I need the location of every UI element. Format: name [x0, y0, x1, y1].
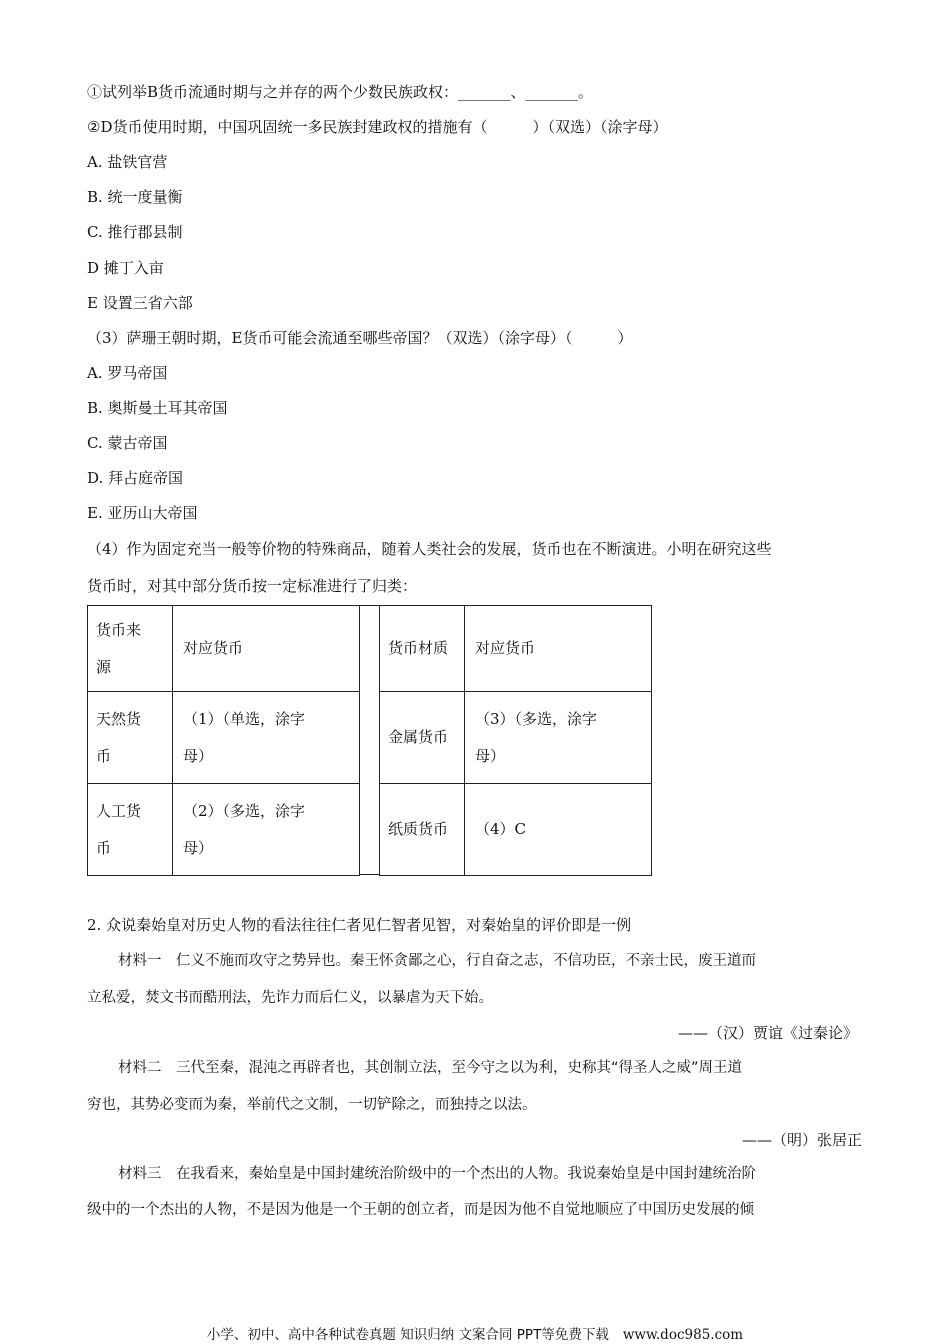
material-line: 材料二 三代至秦，混沌之再辟者也，其创制立法，至今守之以为利，史称其“得圣人之威”周王道: [118, 1060, 743, 1076]
page-footer: [0, 1323, 950, 1343]
option-line: E 设置三省六部: [87, 294, 193, 312]
question-line: ②D货币使用时期，中国巩固统一多民族封建政权的措施有（ ）（双选）（涂字母）: [87, 118, 668, 136]
currency-material-table: [379, 605, 652, 876]
table-header-cell: 对应货币: [173, 606, 360, 692]
table-cell: 人工货 币: [88, 784, 173, 876]
material-line: 材料三 在我看来，秦始皇是中国封建统治阶级中的一个杰出的人物。我说秦始皇是中国封建统治阶: [118, 1166, 756, 1182]
material-line: 立私爱，焚文书而酷刑法，先诈力而后仁义，以暴虐为天下始。: [87, 990, 493, 1006]
table-cell: 天然货 币: [88, 692, 173, 784]
material-line: 级中的一个杰出的人物，不是因为他是一个王朝的创立者，而是因为他不自觉地顺应了中国历史发展的倾: [87, 1202, 754, 1218]
table-gap: [359, 605, 379, 875]
material-line: 材料一 仁义不施而攻守之势异也。秦王怀贪鄙之心，行自奋之志，不信功臣，不亲士民，废王道而: [118, 953, 756, 969]
material-source: ——（明）张居正: [741, 1131, 862, 1149]
question-title: 2. 众说秦始皇对历史人物的看法往往仁者见仁智者见智，对秦始皇的评价即是一例: [87, 916, 632, 934]
option-line: A. 罗马帝国: [87, 364, 168, 382]
option-line: D 摊丁入亩: [87, 259, 164, 277]
footer-link[interactable]: www.doc985.com: [622, 1327, 744, 1343]
table-header-cell: 货币材质: [380, 606, 465, 692]
option-line: C. 蒙古帝国: [87, 434, 168, 452]
option-line: B. 统一度量衡: [87, 188, 183, 206]
question-line: 货币时，对其中部分货币按一定标准进行了归类：: [87, 577, 418, 595]
material-source: ——（汉）贾谊《过秦论》: [677, 1024, 858, 1042]
option-line: D. 拜占庭帝国: [87, 469, 184, 487]
table-cell: （4）C: [465, 784, 652, 876]
question-line: ①试列举B货币流通时期与之并存的两个少数民族政权：_______、_______。: [87, 83, 594, 101]
table-cell: （1）（单选，涂字 母）: [173, 692, 360, 784]
option-line: A. 盐铁官营: [87, 153, 168, 171]
question-line: （4）作为固定充当一般等价物的特殊商品，随着人类社会的发展，货币也在不断演进。小明在研究这些: [87, 540, 772, 558]
table-cell: 金属货币: [380, 692, 465, 784]
footer-text: 小学、初中、高中各种试卷真题 知识归纳 文案合同 PPT等免费下载: [206, 1327, 609, 1343]
table-cell: 纸质货币: [380, 784, 465, 876]
option-line: C. 推行郡县制: [87, 223, 183, 241]
currency-source-table: [87, 605, 360, 876]
question-line: （3）萨珊王朝时期，E货币可能会流通至哪些帝国？（双选）（涂字母）（ ）: [87, 329, 633, 347]
table-header-cell: 对应货币: [465, 606, 652, 692]
table-header-cell: 货币来 源: [88, 606, 173, 692]
option-line: B. 奥斯曼土耳其帝国: [87, 399, 228, 417]
table-cell: （3）（多选，涂字 母）: [465, 692, 652, 784]
material-line: 穷也，其势必变而为秦，举前代之文制，一切铲除之，而独持之以法。: [87, 1097, 537, 1113]
option-line: E. 亚历山大帝国: [87, 504, 198, 522]
table-cell: （2）（多选，涂字 母）: [173, 784, 360, 876]
